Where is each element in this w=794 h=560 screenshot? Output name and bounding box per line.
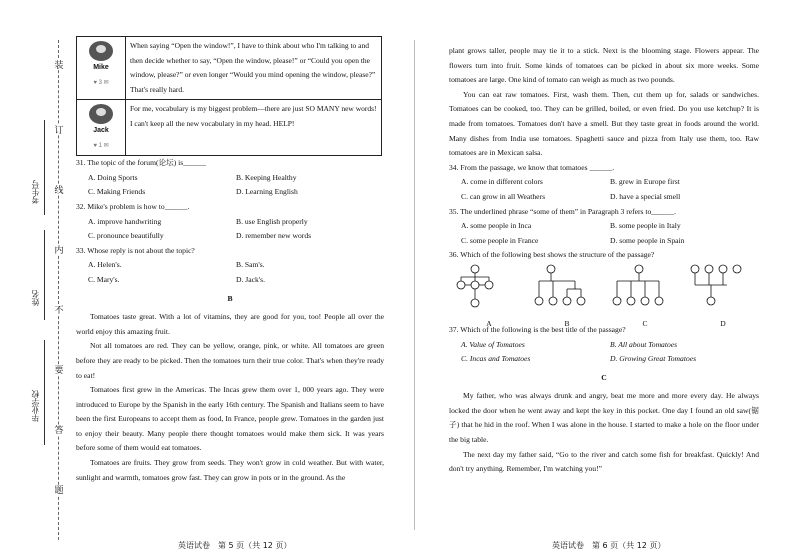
name-label: 姓名: [31, 290, 40, 306]
diagram-d-svg: [687, 263, 759, 311]
forum-post: [77, 100, 382, 156]
diagram-a-svg: [453, 263, 525, 311]
page-footer: 英语试卷 第 6 页（共 12 页）: [552, 541, 666, 550]
seal-char: 不: [54, 305, 64, 315]
option: D. Growing Great Tomatoes: [610, 354, 697, 364]
school-label: 毕业学校: [31, 390, 40, 422]
option: A. some people in Inca: [461, 221, 532, 231]
question-stem: 36. Which of the following best shows the structure of the passage?: [449, 250, 655, 260]
question-stem: 31. The topic of the forum(论坛) is______: [76, 158, 206, 168]
forum-post-text: For me, vocabulary is my biggest problem—there are just SO MANY new words! I can't keep all the new vocabulary in my head. HELP!: [126, 100, 382, 156]
section-heading: C: [601, 372, 607, 382]
option: D. Learning English: [236, 187, 298, 197]
question-stem: 32. Mike's problem is how to______.: [76, 201, 190, 211]
question-stem: 37. Which of the following is the best title of the passage?: [449, 324, 626, 334]
passage-paragraph: Tomatoes are fruits. They grow from seeds. They won't grow in cold weather. But with water, sunlight and warmth, tomatoes grow fast. They can grow in pots or in the ground. As the: [76, 458, 384, 482]
question-31: [76, 156, 384, 200]
question-32: [76, 200, 384, 244]
structure-diagram-b: [531, 263, 603, 328]
option: C. pronounce beautifully: [88, 231, 164, 241]
diagram-b-svg: [531, 263, 603, 311]
structure-diagram-d: [687, 263, 759, 328]
forum-user-cell: [77, 100, 126, 156]
binding-margin: [0, 0, 64, 560]
option: A. Value of Tomatoes: [461, 339, 525, 349]
option: A. Helen's.: [88, 260, 122, 270]
section-heading: B: [227, 293, 233, 303]
forum-username: Jack: [93, 127, 109, 134]
cut-line: [58, 40, 59, 540]
question-36: [449, 248, 759, 328]
option: D. have a special smell: [610, 191, 681, 201]
passage-paragraph: The next day my father said, “Go to the river and catch some fish for breakfast. Quickly! And don't try anything. Remember, I'm watching you!”: [449, 449, 759, 474]
diagram-c-svg: [609, 263, 681, 311]
fill-line: [44, 340, 45, 445]
option: B. Keeping Healthy: [236, 172, 297, 182]
option: C. can grow in all Weathers: [461, 191, 546, 201]
right-page: [449, 44, 759, 477]
option: A. come in different colors: [461, 177, 543, 187]
option: C. Incas and Tomatoes: [461, 354, 531, 364]
fill-line: [44, 230, 45, 320]
page-footer: 英语试卷 第 5 页（共 12 页）: [178, 541, 292, 550]
avatar: [89, 41, 113, 61]
passage-paragraph: My father, who was always drunk and angry, beat me more and more every day. He always locked the door when he went away and kept the key in this pocket. One day I found an old saw(锯子) that he hid in the roof. When I was alone in the house. I started to make a hole on the floor under the big table.: [449, 391, 759, 445]
question-stem: 34. From the passage, we know that tomatoes ______.: [449, 162, 615, 172]
option: C. Making Friends: [88, 187, 146, 197]
diagram-label: A: [486, 318, 492, 328]
passage-paragraph: Tomatoes first grew in the Americas. The Incas grew them over 1, 000 years ago. They were introduced to Europe by the Spanish in the early 16th century. The Spanish and Italians seem to have been the first Europeans to accept them as food, In France, people grew. Tomatoes in the garden just to enjoy their beauty. Many people there thought tomatoes would make them sick. It was years before some of them would eat tomatoes.: [76, 385, 384, 453]
passage-paragraph: You can eat raw tomatoes. First, wash them. Then, cut them up for, salads or sandwiches. Tomatoes can be cooked, too. They can be grilled, boiled, or even fried. Do you use ketchup? It is made from tomatoes. Tomatoes don't have a smell. But they taste great in foods around the world. Many dishes from India use tomatoes. Spaghetti sauce and pizza from Italy use them, too. Raw tomatoes are in Mexican salsa.: [449, 89, 759, 158]
page-divider: [414, 40, 415, 530]
passage-paragraph: Not all tomatoes are red. They can be yellow, orange, pink, or white. All tomatoes are green before they are ready to be picked. Then the tomatoes turn their true color. That's when they're ready to eat!: [76, 341, 384, 380]
forum-user-cell: [77, 37, 126, 100]
forum-post: [77, 37, 382, 100]
avatar: [89, 104, 113, 124]
like-count: 1: [98, 142, 102, 149]
option: B. grew in Europe first: [610, 177, 680, 187]
seal-char: 线: [54, 185, 64, 195]
option: A. Doing Sports: [88, 172, 138, 182]
seal-char: 内: [54, 245, 64, 255]
seal-char: 装: [54, 60, 64, 70]
option: D. remember new words: [236, 231, 312, 241]
option: C. Mary's.: [88, 274, 120, 284]
question-stem: 35. The underlined phrase “some of them” in Paragraph 3 refers to______.: [449, 206, 676, 216]
forum-stats: ♥ 3 ✉: [93, 79, 109, 86]
structure-diagrams: [449, 263, 759, 328]
seal-char: 答: [54, 425, 64, 435]
seal-char: 订: [54, 125, 64, 135]
option: B. use English properly: [236, 216, 308, 226]
option: B. All about Tomatoes: [610, 339, 678, 349]
seal-char: 题: [54, 485, 64, 495]
fill-line: [44, 120, 45, 215]
question-34: [449, 161, 759, 205]
forum-username: Mike: [93, 64, 109, 71]
option: D. Jack's.: [236, 274, 265, 284]
forum-post-text: When saying “Open the window!”, I have to think about who I'm talking to and then decide whether to say, “Open the window, please!” or “Could you open the window, please?” or even longer “Would you mind opening the window, please?” That's really hard.: [126, 37, 382, 100]
option: C. some people in France: [461, 235, 539, 245]
structure-diagram-a: [453, 263, 525, 328]
passage-paragraph: plant grows taller, people may tie it to a stick. Next is the blooming stage. Flowers appear. The flowers turn into fruit. Some kinds of tomatoes can be picked in about six more weeks. Some tomatoes are large. One kind of tomato can weigh as much as two pounds.: [449, 46, 759, 85]
question-stem: 33. Whose reply is not about the topic?: [76, 245, 195, 255]
option: B. Sam's.: [236, 260, 265, 270]
diagram-label: D: [720, 318, 726, 328]
forum-table: [76, 36, 382, 156]
structure-diagram-c: [609, 263, 681, 328]
question-33: [76, 244, 384, 288]
seal-char: 要: [54, 365, 64, 375]
left-page: [76, 36, 384, 485]
forum-stats: ♥ 1 ✉: [93, 142, 109, 149]
option: D. some people in Spain: [610, 235, 685, 245]
exam-number-label: 考生号: [31, 180, 40, 204]
diagram-label: B: [564, 318, 570, 328]
option: B. some people in Italy: [610, 221, 681, 231]
like-count: 3: [98, 79, 102, 86]
option: A. improve handwriting: [88, 216, 162, 226]
passage-paragraph: Tomatoes taste great. With a lot of vitamins, they are good for you, too! People all over the world enjoy this amazing fruit.: [76, 312, 384, 336]
diagram-label: C: [642, 318, 648, 328]
question-35: [449, 205, 759, 249]
